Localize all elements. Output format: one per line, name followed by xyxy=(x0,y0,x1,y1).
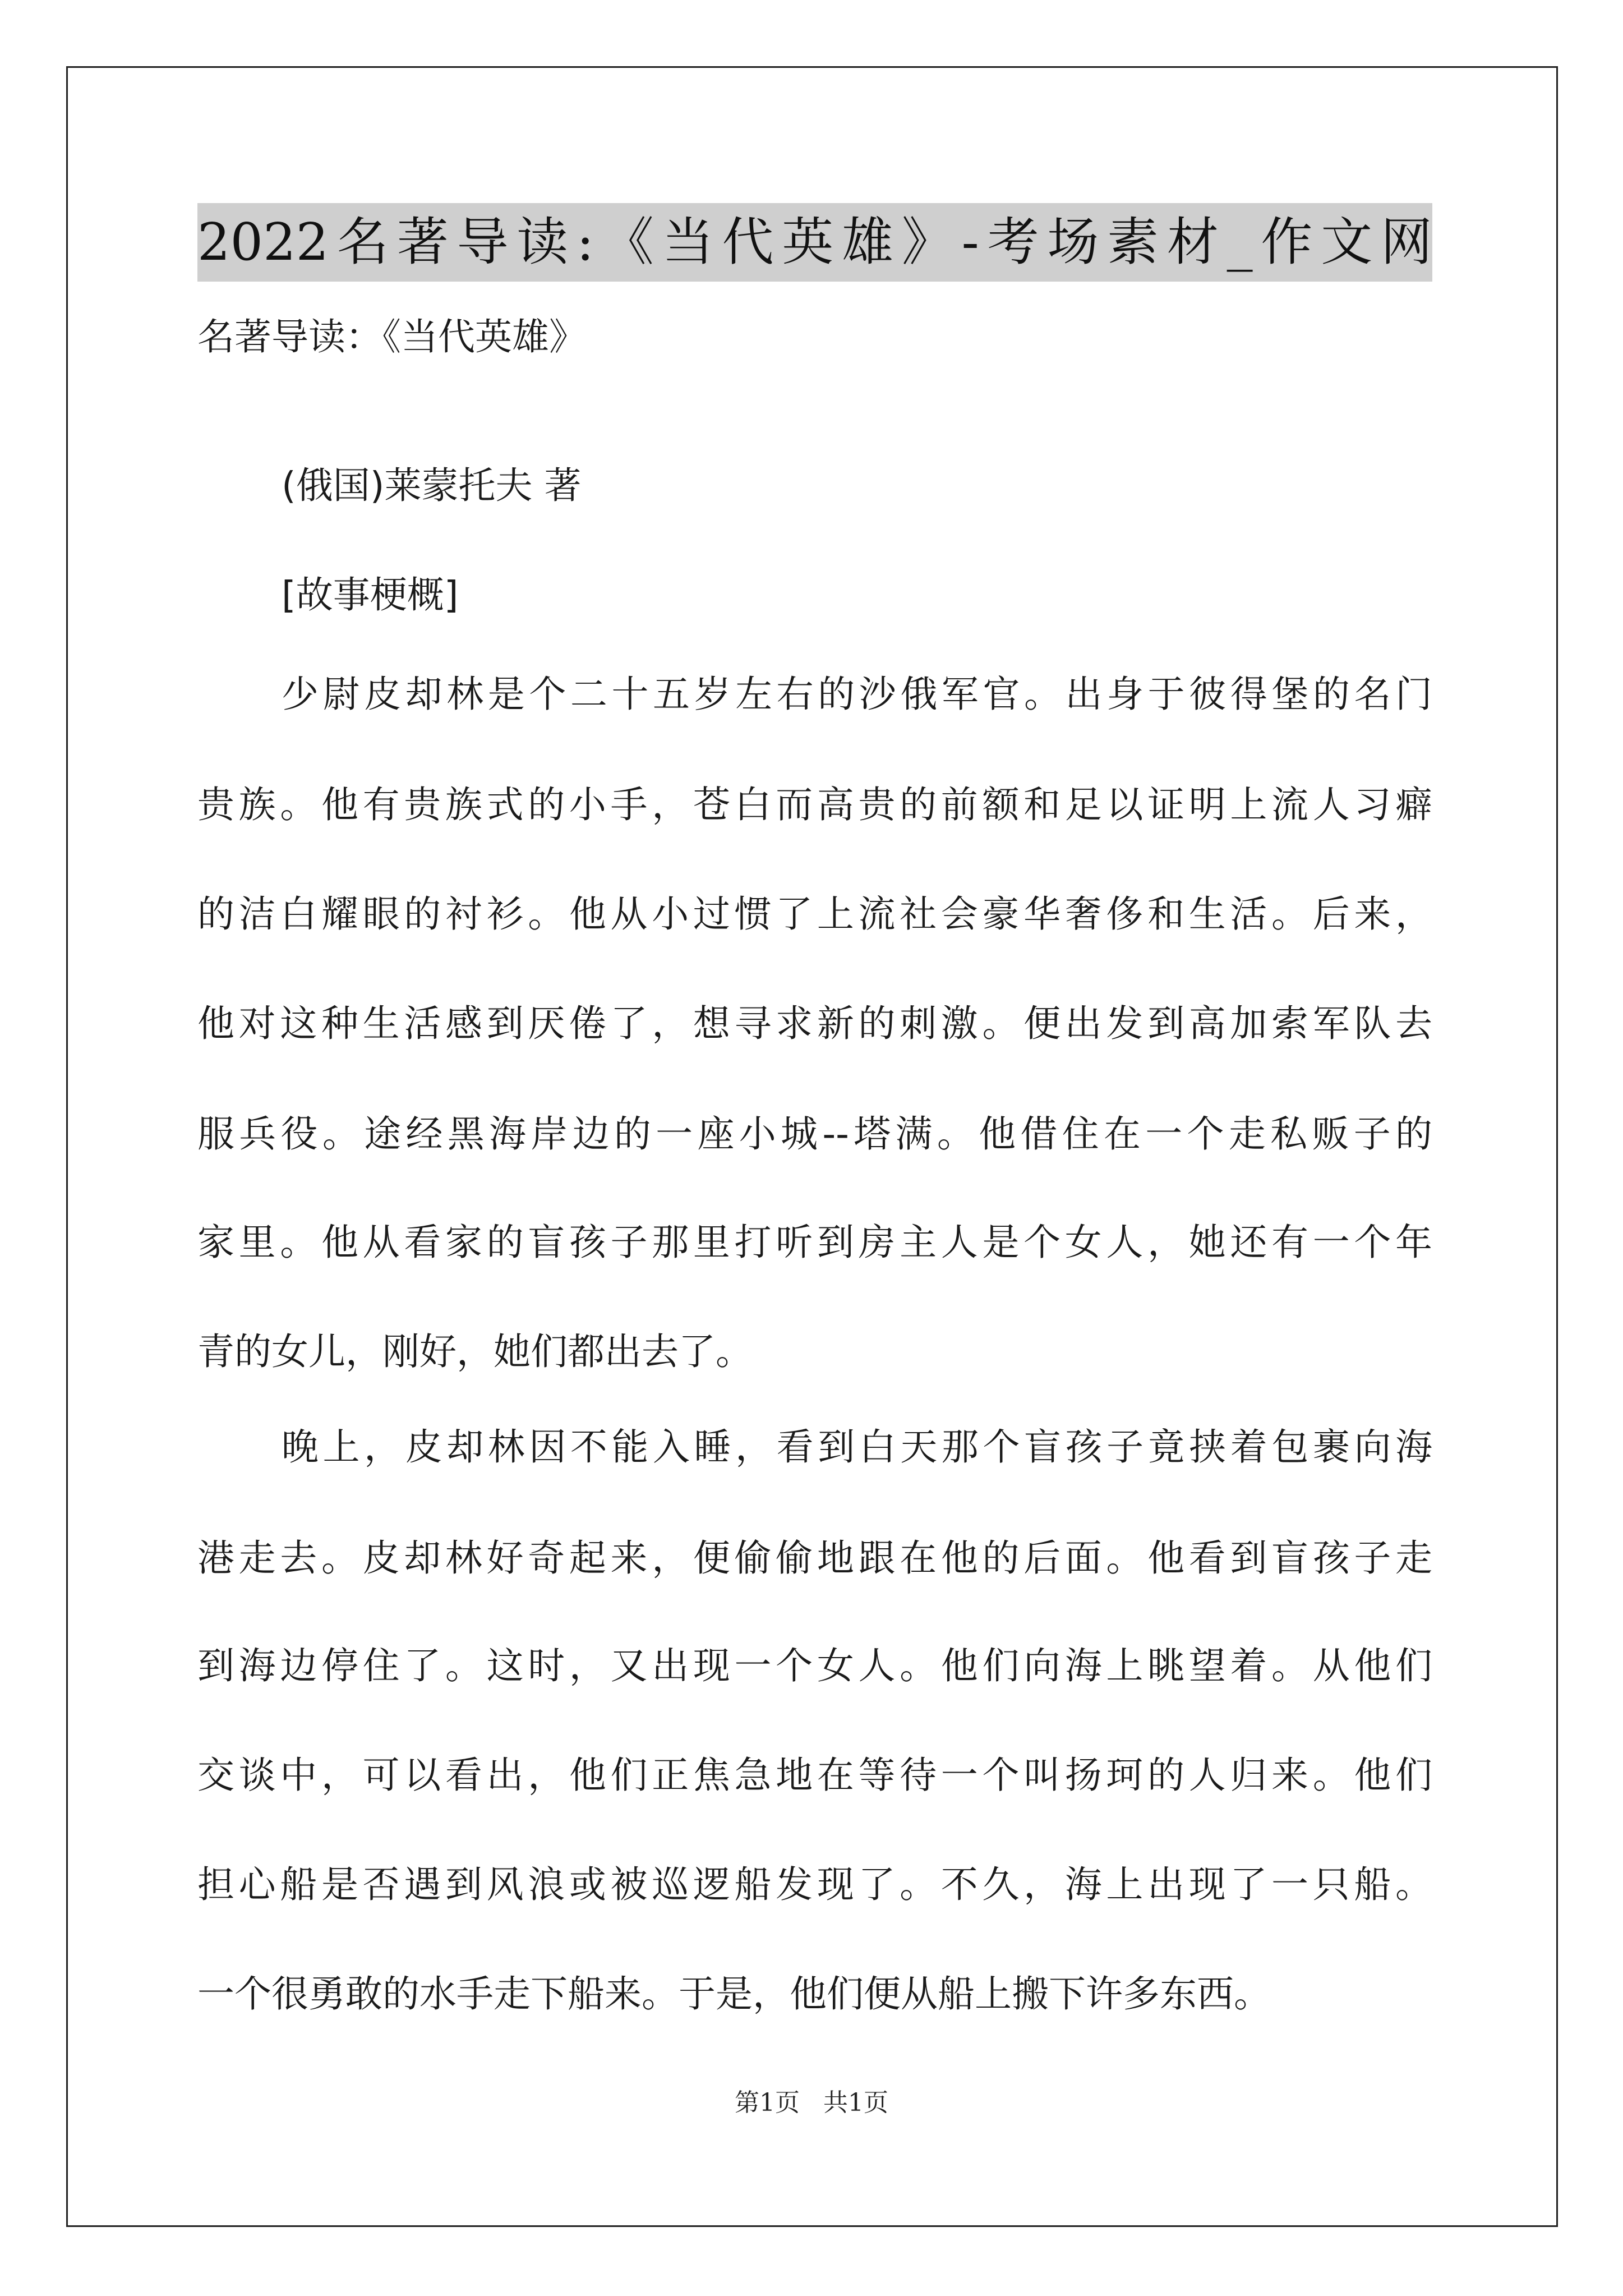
paragraph1-line: 家里。他从看家的盲孩子那里打听到房主人是个女人，她还有一个年 xyxy=(197,1221,1432,1264)
paragraph2-line: 一个很勇敢的水手走下船来。于是，他们便从船上搬下许多东西。 xyxy=(197,1972,1271,2016)
paragraph1-line: 贵族。他有贵族式的小手，苍白而高贵的前额和足以证明上流人习癖 xyxy=(197,783,1432,826)
paragraph2-line: 担心船是否遇到风浪或被巡逻船发现了。不久，海上出现了一只船。 xyxy=(197,1863,1432,1906)
paragraph1-line: 的洁白耀眼的衬衫。他从小过惯了上流社会豪华奢侈和生活。后来， xyxy=(197,892,1432,936)
paragraph1-line: 他对这种生活感到厌倦了，想寻求新的刺激。便出发到高加索军队去 xyxy=(197,1002,1432,1045)
paragraph2-line: 晚上，皮却林因不能入睡，看到白天那个盲孩子竟挟着包裹向海 xyxy=(282,1425,1432,1469)
author-line: (俄国)莱蒙托夫 著 xyxy=(282,464,582,507)
page-footer: 第1页 共1页 xyxy=(735,2088,888,2117)
paragraph1-line: 少尉皮却林是个二十五岁左右的沙俄军官。出身于彼得堡的名门 xyxy=(282,673,1432,716)
paragraph1-line: 青的女儿，刚好，她们都出去了。 xyxy=(197,1330,753,1373)
paragraph2-line: 交谈中，可以看出，他们正焦急地在等待一个叫扬珂的人归来。他们 xyxy=(197,1754,1432,1797)
paragraph2-line: 港走去。皮却林好奇起来，便偷偷地跟在他的后面。他看到盲孩子走 xyxy=(197,1536,1432,1580)
paragraph2-line: 到海边停住了。这时，又出现一个女人。他们向海上眺望着。从他们 xyxy=(197,1644,1432,1687)
document-title: 2022名著导读:《当代英雄》-考场素材_作文网 xyxy=(197,212,1432,272)
heading-line: 名著导读：《当代英雄》 xyxy=(197,315,586,358)
paragraph1-line: 服兵役。途经黑海岸边的一座小城--塔满。他借住在一个走私贩子的 xyxy=(197,1112,1432,1156)
section-label: [故事梗概] xyxy=(282,573,459,616)
